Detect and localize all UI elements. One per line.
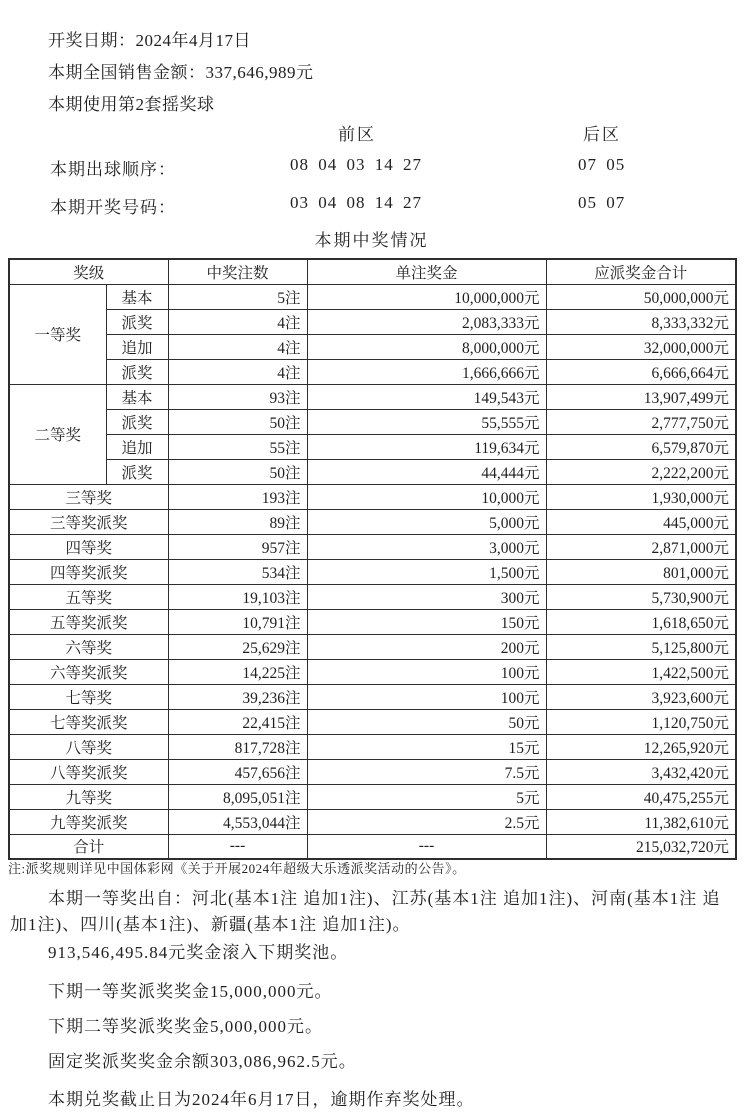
prize-level-cell: 三等奖派奖 bbox=[9, 509, 168, 534]
single-prize-cell: 50元 bbox=[307, 709, 546, 734]
prize-table-row bbox=[9, 384, 736, 409]
bet-count-cell: 193注 bbox=[168, 484, 307, 509]
prize-table-row bbox=[9, 534, 736, 559]
bet-count-cell: 50注 bbox=[168, 459, 307, 484]
prize-level-cell: 四等奖 bbox=[9, 534, 168, 559]
prize-table-row bbox=[9, 609, 736, 634]
total-prize-cell: 2,222,200元 bbox=[546, 459, 736, 484]
prize-table-row bbox=[9, 309, 736, 334]
back-zone-label: 后区 bbox=[583, 125, 621, 144]
prize-table-row bbox=[9, 584, 736, 609]
prize-table-header-row bbox=[9, 259, 736, 284]
total-prize-cell: 801,000元 bbox=[546, 559, 736, 584]
prize-table-row bbox=[9, 509, 736, 534]
bet-count-cell: 457,656注 bbox=[168, 759, 307, 784]
bet-count-cell: 5注 bbox=[168, 284, 307, 309]
prize-sub-cell: 基本 bbox=[106, 384, 168, 409]
draw-date-line: 开奖日期：2024年4月17日 bbox=[48, 31, 251, 50]
bet-count-cell: 4注 bbox=[168, 359, 307, 384]
prize-table bbox=[8, 258, 737, 860]
prize-table-row bbox=[9, 659, 736, 684]
total-prize-cell: 6,666,664元 bbox=[546, 359, 736, 384]
total-prize-cell: 5,125,800元 bbox=[546, 634, 736, 659]
draw-order-label: 本期出球顺序： bbox=[50, 160, 176, 179]
draw-order-back-numbers: 07 05 bbox=[578, 155, 626, 174]
prize-level-cell: 八等奖 bbox=[9, 734, 168, 759]
bet-count-cell: 19,103注 bbox=[168, 584, 307, 609]
jackpot-rollover-line: 913,546,495.84元奖金滚入下期奖池。 bbox=[48, 943, 349, 962]
single-prize-cell: 15元 bbox=[307, 734, 546, 759]
prize-level-cell: 七等奖 bbox=[9, 684, 168, 709]
prize-table-row bbox=[9, 334, 736, 359]
single-prize-cell: 7.5元 bbox=[307, 759, 546, 784]
prize-level-cell: 九等奖派奖 bbox=[9, 809, 168, 834]
total-prize-cell: 5,730,900元 bbox=[546, 584, 736, 609]
prize-level-cell: 合计 bbox=[9, 834, 168, 859]
single-prize-cell: 3,000元 bbox=[307, 534, 546, 559]
total-prize-cell: 1,618,650元 bbox=[546, 609, 736, 634]
prize-table-title: 本期中奖情况 bbox=[314, 231, 429, 250]
single-prize-cell: 150元 bbox=[307, 609, 546, 634]
total-prize-cell: 6,579,870元 bbox=[546, 434, 736, 459]
single-prize-cell: 149,543元 bbox=[307, 384, 546, 409]
total-prize-cell: 11,382,610元 bbox=[546, 809, 736, 834]
ball-set-line: 本期使用第2套摇奖球 bbox=[48, 95, 215, 114]
single-prize-cell: 1,500元 bbox=[307, 559, 546, 584]
single-prize-cell: 2.5元 bbox=[307, 809, 546, 834]
fixed-prize-balance-line: 固定奖派奖奖金余额303,086,962.5元。 bbox=[48, 1052, 357, 1071]
header-bet-count: 中奖注数 bbox=[168, 259, 307, 284]
redeem-deadline-line: 本期兑奖截止日为2024年6月17日，逾期作弃奖处理。 bbox=[48, 1090, 475, 1109]
header-single-prize: 单注奖金 bbox=[307, 259, 546, 284]
single-prize-cell: 1,666,666元 bbox=[307, 359, 546, 384]
bet-count-cell: 8,095,051注 bbox=[168, 784, 307, 809]
prize-table-row bbox=[9, 709, 736, 734]
prize-table-row bbox=[9, 484, 736, 509]
next-second-prize-line: 下期二等奖派奖奖金5,000,000元。 bbox=[48, 1017, 323, 1036]
prize-table-row bbox=[9, 734, 736, 759]
front-zone-label: 前区 bbox=[338, 125, 376, 144]
prize-sub-cell: 追加 bbox=[106, 334, 168, 359]
prize-table-row bbox=[9, 409, 736, 434]
prize-level-cell: 五等奖 bbox=[9, 584, 168, 609]
prize-table-row bbox=[9, 634, 736, 659]
prize-table-row bbox=[9, 359, 736, 384]
total-prize-cell: 2,871,000元 bbox=[546, 534, 736, 559]
single-prize-cell: 2,083,333元 bbox=[307, 309, 546, 334]
prize-table-row bbox=[9, 559, 736, 584]
prize-level-cell: 六等奖 bbox=[9, 634, 168, 659]
total-prize-cell: 50,000,000元 bbox=[546, 284, 736, 309]
single-prize-cell: 5元 bbox=[307, 784, 546, 809]
header-total-prize: 应派奖金合计 bbox=[546, 259, 736, 284]
prize-table-row bbox=[9, 459, 736, 484]
single-prize-cell: 10,000元 bbox=[307, 484, 546, 509]
single-prize-cell: 100元 bbox=[307, 659, 546, 684]
first-prize-winners-line1: 本期一等奖出自：河北(基本1注 追加1注)、江苏(基本1注 追加1注)、河南(基本1注 追 bbox=[48, 889, 721, 908]
prize-sub-cell: 派奖 bbox=[106, 409, 168, 434]
prize-level-cell: 六等奖派奖 bbox=[9, 659, 168, 684]
bet-count-cell: 4,553,044注 bbox=[168, 809, 307, 834]
total-prize-cell: 12,265,920元 bbox=[546, 734, 736, 759]
total-prize-cell: 32,000,000元 bbox=[546, 334, 736, 359]
bet-count-cell: 39,236注 bbox=[168, 684, 307, 709]
draw-order-front-numbers: 08 04 03 14 27 bbox=[290, 155, 422, 174]
bet-count-cell: 22,415注 bbox=[168, 709, 307, 734]
bet-count-cell: 50注 bbox=[168, 409, 307, 434]
bet-count-cell: --- bbox=[168, 834, 307, 859]
prize-sub-cell: 追加 bbox=[106, 434, 168, 459]
bet-count-cell: 89注 bbox=[168, 509, 307, 534]
single-prize-cell: 44,444元 bbox=[307, 459, 546, 484]
prize-table-row bbox=[9, 809, 736, 834]
prize-table-row bbox=[9, 684, 736, 709]
header-prize-level: 奖级 bbox=[9, 259, 168, 284]
total-prize-cell: 3,923,600元 bbox=[546, 684, 736, 709]
prize-table-total-row bbox=[9, 834, 736, 859]
total-prize-cell: 1,120,750元 bbox=[546, 709, 736, 734]
prize-level-cell: 八等奖派奖 bbox=[9, 759, 168, 784]
prize-table-row bbox=[9, 434, 736, 459]
single-prize-cell: 10,000,000元 bbox=[307, 284, 546, 309]
prize-level-cell: 九等奖 bbox=[9, 784, 168, 809]
winning-numbers-label: 本期开奖号码： bbox=[50, 198, 176, 217]
prize-sub-cell: 派奖 bbox=[106, 359, 168, 384]
prize-level-cell: 七等奖派奖 bbox=[9, 709, 168, 734]
prize-sub-cell: 基本 bbox=[106, 284, 168, 309]
total-prize-cell: 215,032,720元 bbox=[546, 834, 736, 859]
first-prize-winners-line2: 加1注)、四川(基本1注)、新疆(基本1注 追加1注)。 bbox=[10, 915, 411, 934]
single-prize-cell: 119,634元 bbox=[307, 434, 546, 459]
prize-sub-cell: 派奖 bbox=[106, 309, 168, 334]
single-prize-cell: 8,000,000元 bbox=[307, 334, 546, 359]
prize-level-cell: 五等奖派奖 bbox=[9, 609, 168, 634]
next-first-prize-line: 下期一等奖派奖奖金15,000,000元。 bbox=[48, 982, 333, 1001]
total-prize-cell: 40,475,255元 bbox=[546, 784, 736, 809]
single-prize-cell: 5,000元 bbox=[307, 509, 546, 534]
single-prize-cell: 300元 bbox=[307, 584, 546, 609]
single-prize-cell: 200元 bbox=[307, 634, 546, 659]
bet-count-cell: 4注 bbox=[168, 334, 307, 359]
bet-count-cell: 93注 bbox=[168, 384, 307, 409]
prize-table-row bbox=[9, 284, 736, 309]
single-prize-cell: --- bbox=[307, 834, 546, 859]
prize-sub-cell: 派奖 bbox=[106, 459, 168, 484]
prize-group-cell: 二等奖 bbox=[9, 384, 106, 484]
sales-amount-line: 本期全国销售金额：337,646,989元 bbox=[48, 63, 314, 82]
prize-table-row bbox=[9, 784, 736, 809]
total-prize-cell: 2,777,750元 bbox=[546, 409, 736, 434]
total-prize-cell: 1,930,000元 bbox=[546, 484, 736, 509]
bet-count-cell: 14,225注 bbox=[168, 659, 307, 684]
bet-count-cell: 957注 bbox=[168, 534, 307, 559]
bet-count-cell: 534注 bbox=[168, 559, 307, 584]
winning-front-numbers: 03 04 08 14 27 bbox=[290, 193, 422, 212]
payout-rule-footnote: 注:派奖规则详见中国体彩网《关于开展2024年超级大乐透派奖活动的公告》。 bbox=[8, 861, 466, 876]
prize-group-cell: 一等奖 bbox=[9, 284, 106, 384]
bet-count-cell: 55注 bbox=[168, 434, 307, 459]
prize-level-cell: 三等奖 bbox=[9, 484, 168, 509]
total-prize-cell: 445,000元 bbox=[546, 509, 736, 534]
total-prize-cell: 1,422,500元 bbox=[546, 659, 736, 684]
winning-back-numbers: 05 07 bbox=[578, 193, 626, 212]
total-prize-cell: 13,907,499元 bbox=[546, 384, 736, 409]
bet-count-cell: 10,791注 bbox=[168, 609, 307, 634]
total-prize-cell: 8,333,332元 bbox=[546, 309, 736, 334]
single-prize-cell: 100元 bbox=[307, 684, 546, 709]
single-prize-cell: 55,555元 bbox=[307, 409, 546, 434]
prize-table-row bbox=[9, 759, 736, 784]
bet-count-cell: 817,728注 bbox=[168, 734, 307, 759]
bet-count-cell: 4注 bbox=[168, 309, 307, 334]
bet-count-cell: 25,629注 bbox=[168, 634, 307, 659]
prize-level-cell: 四等奖派奖 bbox=[9, 559, 168, 584]
total-prize-cell: 3,432,420元 bbox=[546, 759, 736, 784]
